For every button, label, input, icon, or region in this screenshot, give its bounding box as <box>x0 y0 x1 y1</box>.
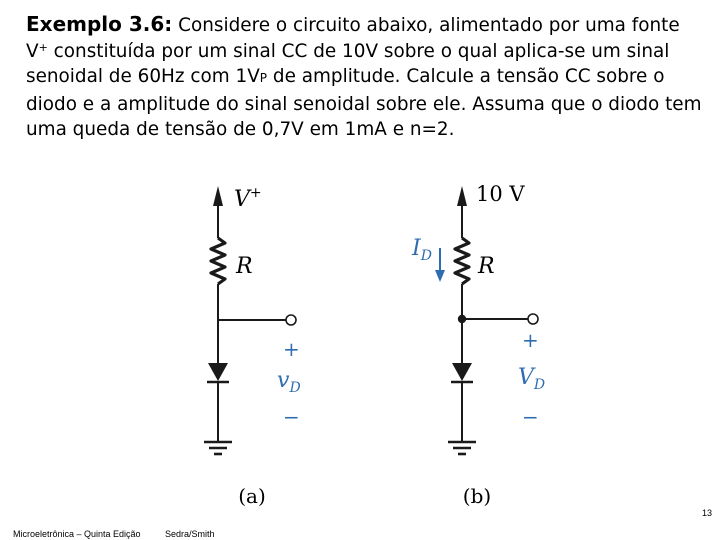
diode-b <box>452 363 472 381</box>
peak-subscript: P <box>259 71 268 85</box>
supply-label-a: V+ <box>234 185 262 212</box>
example-heading: Exemplo 3.6: <box>26 12 173 36</box>
supply-superscript: + <box>38 40 48 54</box>
current-label-b: $I_D$ <box>412 236 432 264</box>
page-number: 13 <box>701 508 712 518</box>
resistor-b <box>455 238 469 284</box>
problem-end: de amplitude. Calcule a tensão CC sobre o diodo e a amplitude do sinal senoidal sobre ele. Assuma que o diodo tem uma queda de tensão de 0,7V em 1mA e n=2. <box>26 66 702 140</box>
problem-middle: constituída por um sinal CC de 10V sobre o qual aplica-se um sinal senoidal de 60Hz com 1V <box>26 40 670 87</box>
supply-arrow-b <box>457 186 467 206</box>
resistor-label-a: R <box>236 254 253 279</box>
current-arrow-head-b <box>435 270 445 282</box>
caption-a: (a) <box>238 484 266 508</box>
junction-node-b <box>458 315 466 323</box>
minus-sign-a: − <box>283 405 300 429</box>
footer-book-title: Microeletrônica – Quinta Edição <box>13 529 141 539</box>
terminal-a <box>286 315 296 325</box>
problem-intro: Considere o circuito abaixo, alimentado por uma fonte V <box>26 15 680 62</box>
supply-arrow-a <box>213 186 223 206</box>
minus-sign-b: − <box>522 405 539 429</box>
resistor-label-b: R <box>478 254 495 279</box>
resistor-a <box>211 238 225 284</box>
plus-sign-a: + <box>283 337 300 361</box>
voltage-label-b: $V_D$ <box>518 365 546 393</box>
terminal-b <box>528 314 538 324</box>
supply-label-b: 10 V <box>476 182 525 206</box>
footer-authors: Sedra/Smith <box>165 529 215 539</box>
plus-sign-b: + <box>522 328 539 352</box>
caption-b: (b) <box>462 484 492 508</box>
diode-a <box>208 363 228 381</box>
voltage-label-a: $v_D$ <box>277 368 301 396</box>
